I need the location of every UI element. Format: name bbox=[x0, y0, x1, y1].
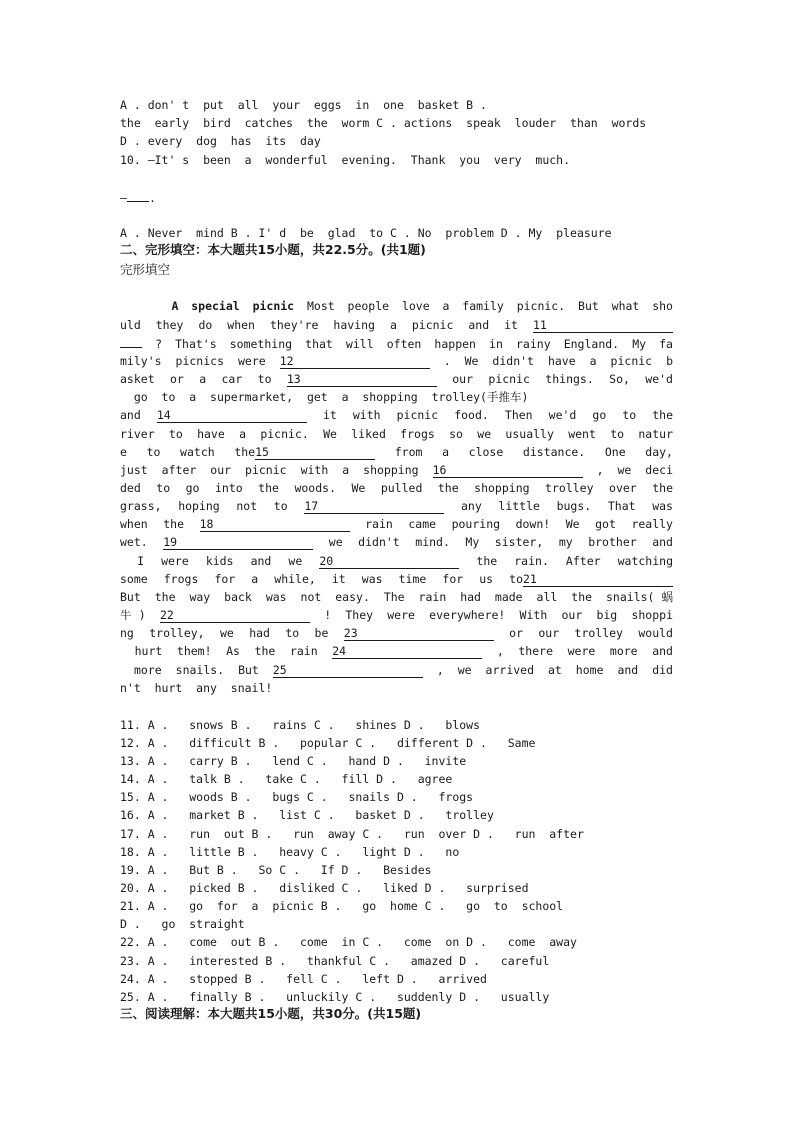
option-line: 12. A . difficult B . popular C . different D . Same bbox=[120, 736, 536, 750]
answer-blank bbox=[127, 189, 149, 202]
passage-line: n't hurt any snail! bbox=[120, 681, 273, 695]
blank-15: 15 bbox=[255, 446, 375, 460]
blank-20: 20 bbox=[319, 555, 459, 569]
passage-line: mily's picnics were 12 . We didn't have a picnic b bbox=[120, 354, 673, 368]
passage-line: ded to go into the woods. We pulled the shopping trolley over the bbox=[120, 481, 673, 495]
blank-12: 12 bbox=[280, 355, 430, 369]
section-subheading: 完形填空 bbox=[120, 262, 171, 277]
section-heading: 二、完形填空：本大题共15小题，共22.5分。(共1题) bbox=[120, 242, 426, 257]
blank-23: 23 bbox=[344, 627, 494, 641]
passage-line: river to have a picnic. We liked frogs so we usually went to natur bbox=[120, 427, 673, 441]
blank-19: 19 bbox=[163, 536, 313, 550]
option-line: 25. A . finally B . unluckily C . suddenly D . usually bbox=[120, 990, 550, 1004]
option-line: the early bird catches the worm C . actions speak louder than words bbox=[120, 116, 647, 130]
blank-22: 22 bbox=[160, 609, 310, 623]
passage-line: hurt them! As the rain 24 , there were more and bbox=[134, 644, 673, 658]
dash: — bbox=[120, 191, 127, 205]
option-line: 13. A . carry B . lend C . hand D . invite bbox=[120, 754, 467, 768]
question-10-stem: 10. —It' s been a wonderful evening. Thank you very much. bbox=[120, 153, 571, 167]
passage-line: uld they do when they're having a picnic and it 11 bbox=[120, 317, 673, 333]
passage-line: A special picnic Most people love a family picnic. But what sho bbox=[171, 299, 673, 313]
blank-24: 24 bbox=[332, 645, 482, 659]
passage-line: some frogs for a while, it was time for us to21 bbox=[120, 571, 673, 587]
blank-25: 25 bbox=[273, 664, 423, 678]
option-line: 17. A . run out B . run away C . run over D . run after bbox=[120, 827, 584, 841]
blank-14: 14 bbox=[157, 409, 307, 423]
option-line: 21. A . go for a picnic B . go home C . go to school bbox=[120, 899, 564, 913]
period: . bbox=[148, 191, 156, 205]
option-line: 15. A . woods B . bugs C . snails D . frogs bbox=[120, 790, 474, 804]
passage-line: wet. 19 we didn't mind. My sister, my brother and bbox=[120, 535, 673, 549]
option-line: 23. A . interested B . thankful C . amazed D . careful bbox=[120, 954, 550, 968]
blank-18: 18 bbox=[200, 518, 350, 532]
option-line: 22. A . come out B . come in C . come on D . come away bbox=[120, 935, 577, 949]
passage-line: But the way back was not easy. The rain had made all the snails(蜗 bbox=[120, 590, 673, 604]
option-line: D . every dog has its day bbox=[120, 134, 321, 148]
passage-line: grass, hoping not to 17 any little bugs. That was bbox=[120, 499, 673, 513]
question-10-reply bbox=[120, 189, 156, 206]
option-line: A . don' t put all your eggs in one basket B . bbox=[120, 98, 487, 112]
option-line: 16. A . market B . list C . basket D . trolley bbox=[120, 808, 494, 822]
passage-line: just after our picnic with a shopping 16 , we deci bbox=[120, 463, 673, 477]
blank-16: 16 bbox=[433, 464, 583, 478]
option-line: D . go straight bbox=[120, 917, 245, 931]
passage-line: 牛) 22 ! They were everywhere! With our big shoppi bbox=[120, 608, 673, 622]
blank-17: 17 bbox=[304, 500, 444, 514]
passage-title: A special picnic bbox=[171, 299, 295, 313]
blank-21: 21 bbox=[523, 573, 673, 587]
blank-11-tail bbox=[120, 335, 142, 348]
passage-line: ng trolley, we had to be 23 or our trolley would bbox=[120, 626, 673, 640]
option-line: 18. A . little B . heavy C . light D . no bbox=[120, 845, 460, 859]
blank-11: 11 bbox=[533, 319, 673, 333]
passage-line: more snails. But 25 , we arrived at home and did bbox=[133, 663, 673, 677]
passage-line: when the 18 rain came pouring down! We got really bbox=[120, 517, 673, 531]
passage-line: and 14 it with picnic food. Then we'd go to the bbox=[120, 408, 673, 422]
option-line: 19. A . But B . So C . If D . Besides bbox=[120, 863, 432, 877]
blank-13: 13 bbox=[287, 373, 437, 387]
passage-line: asket or a car to 13 our picnic things. So, we'd bbox=[120, 372, 673, 386]
passage-line: ? That's something that will often happen in rainy England. My fa bbox=[120, 335, 673, 352]
option-line: 20. A . picked B . disliked C . liked D . surprised bbox=[120, 881, 529, 895]
passage-line: e to watch the15 from a close distance. One day, bbox=[120, 445, 673, 459]
option-line: 14. A . talk B . take C . fill D . agree bbox=[120, 772, 453, 786]
option-line: 24. A . stopped B . fell C . left D . arrived bbox=[120, 972, 487, 986]
question-10-options: A . Never mind B . I' d be glad to C . No problem D . My pleasure bbox=[120, 226, 612, 240]
section-heading: 三、阅读理解：本大题共15小题，共30分。(共15题) bbox=[120, 1006, 422, 1021]
passage-line: go to a supermarket, get a shopping trolley(手推车) bbox=[133, 390, 529, 404]
option-line: 11. A . snows B . rains C . shines D . blows bbox=[120, 718, 481, 732]
passage-line: I were kids and we 20 the rain. After watching bbox=[137, 554, 674, 568]
